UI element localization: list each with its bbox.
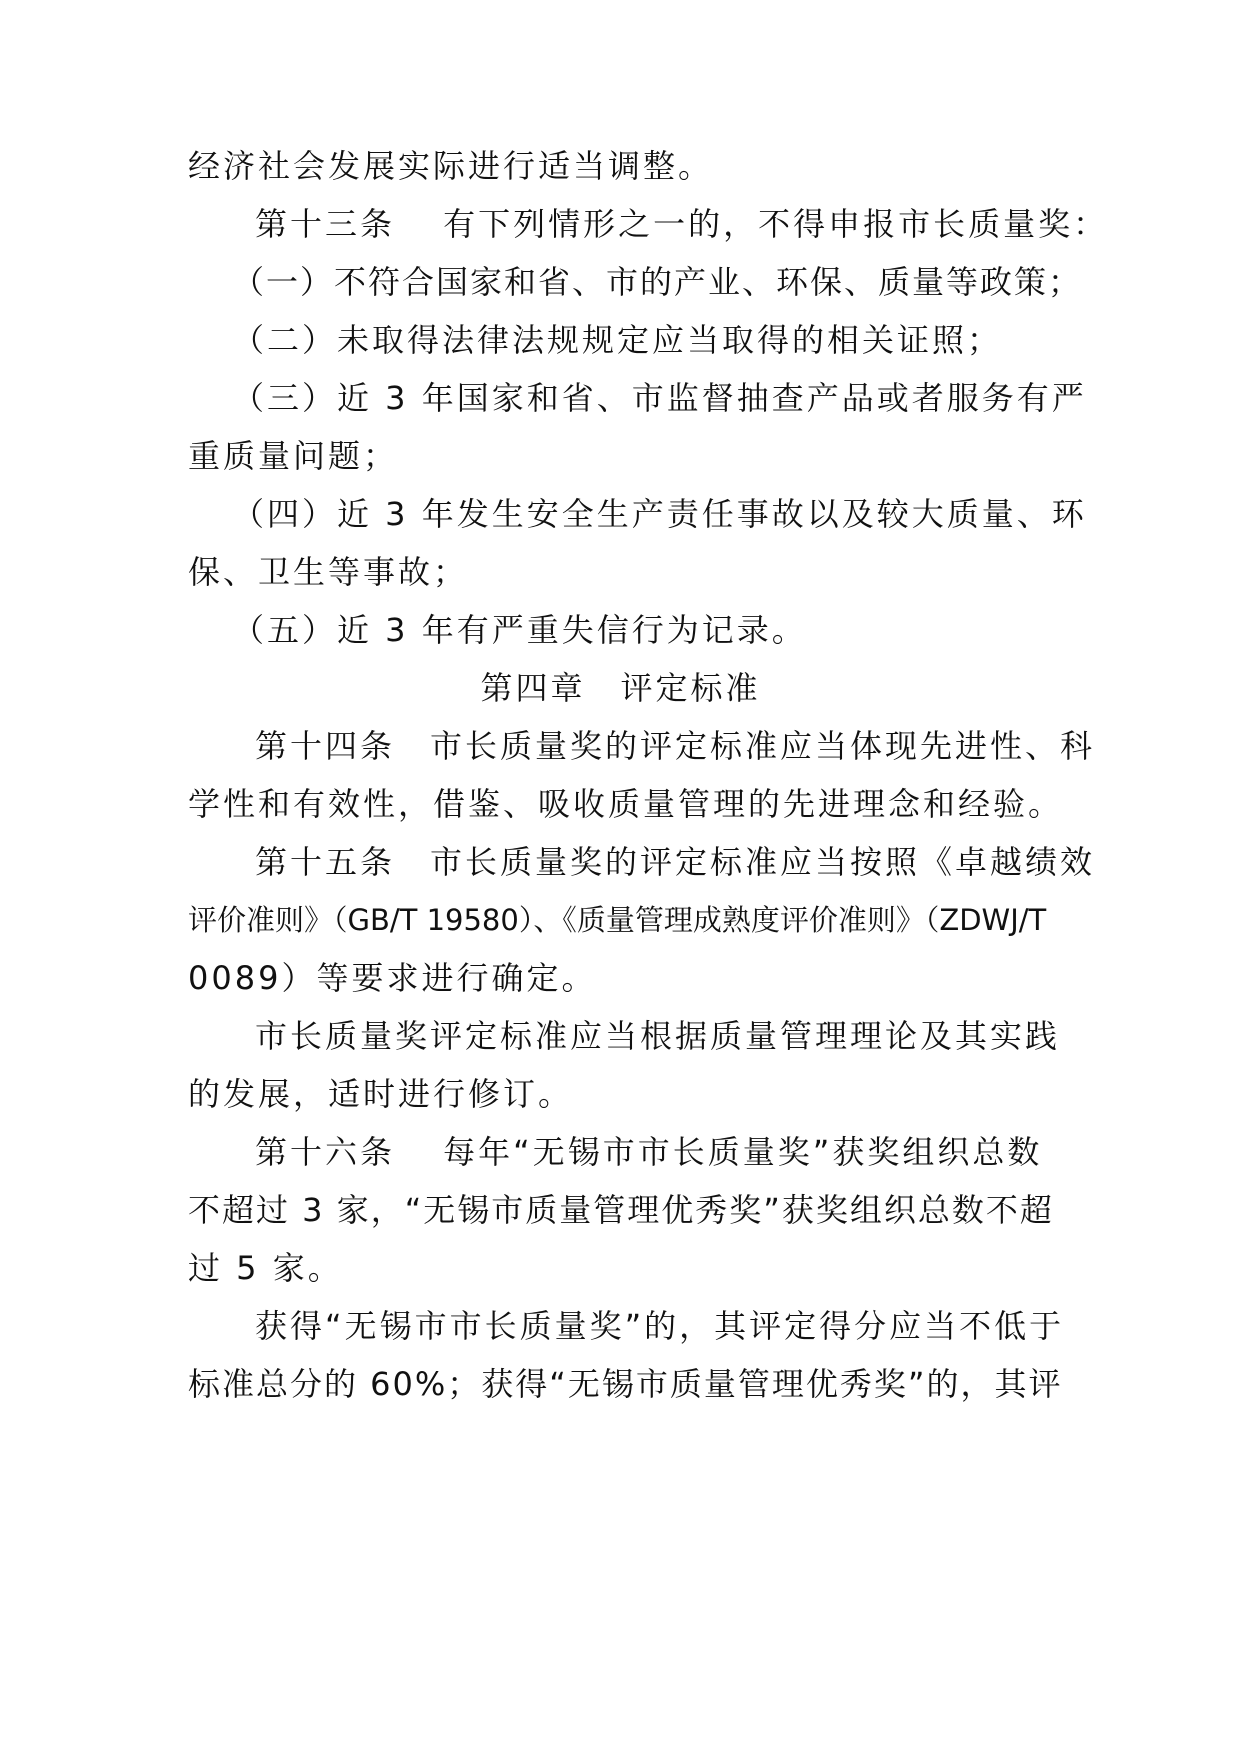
text-line: 重质量问题； <box>188 437 399 475</box>
text-line: 经济社会发展实际进行适当调整。 <box>188 147 714 185</box>
chapter-heading: 第四章 评定标准 <box>480 669 761 707</box>
paragraph-line: 获得“无锡市市长质量奖”的，其评定得分应当不低于 <box>255 1307 1065 1345</box>
article-15-heading: 第十五条 市长质量奖的评定标准应当按照《卓越绩效 <box>255 843 1096 881</box>
text-line: 保、卫生等事故； <box>188 553 469 591</box>
text-line: 0089）等要求进行确定。 <box>188 959 597 997</box>
text-line: 过 5 家。 <box>188 1249 343 1287</box>
paragraph-line: 市长质量奖评定标准应当根据质量管理理论及其实践 <box>255 1017 1061 1055</box>
text-line: 标准总分的 60%；获得“无锡市质量管理优秀奖”的，其评 <box>188 1365 1063 1403</box>
text-line: 评价准则》（GB/T 19580）、《质量管理成熟度评价准则》（ZDWJ/T <box>188 903 1047 937</box>
list-item: （一）不符合国家和省、市的产业、环保、质量等政策； <box>232 263 1083 301</box>
list-item: （五）近 3 年有严重失信行为记录。 <box>232 611 807 649</box>
text-line: 的发展，适时进行修订。 <box>188 1075 574 1113</box>
list-item: （三）近 3 年国家和省、市监督抽查产品或者服务有严 <box>232 379 1087 417</box>
list-item: （二）未取得法律法规规定应当取得的相关证照； <box>232 321 1003 359</box>
text-line: 学性和有效性，借鉴、吸收质量管理的先进理念和经验。 <box>188 785 1064 823</box>
article-16-heading: 第十六条 每年“无锡市市长质量奖”获奖组织总数 <box>255 1133 1043 1171</box>
text-line: 不超过 3 家，“无锡市质量管理优秀奖”获奖组织总数不超 <box>188 1191 1054 1229</box>
article-13-heading: 第十三条 有下列情形之一的，不得申报市长质量奖： <box>255 205 1109 243</box>
list-item: （四）近 3 年发生安全生产责任事故以及较大质量、环 <box>232 495 1087 533</box>
article-14-heading: 第十四条 市长质量奖的评定标准应当体现先进性、科 <box>255 727 1096 765</box>
